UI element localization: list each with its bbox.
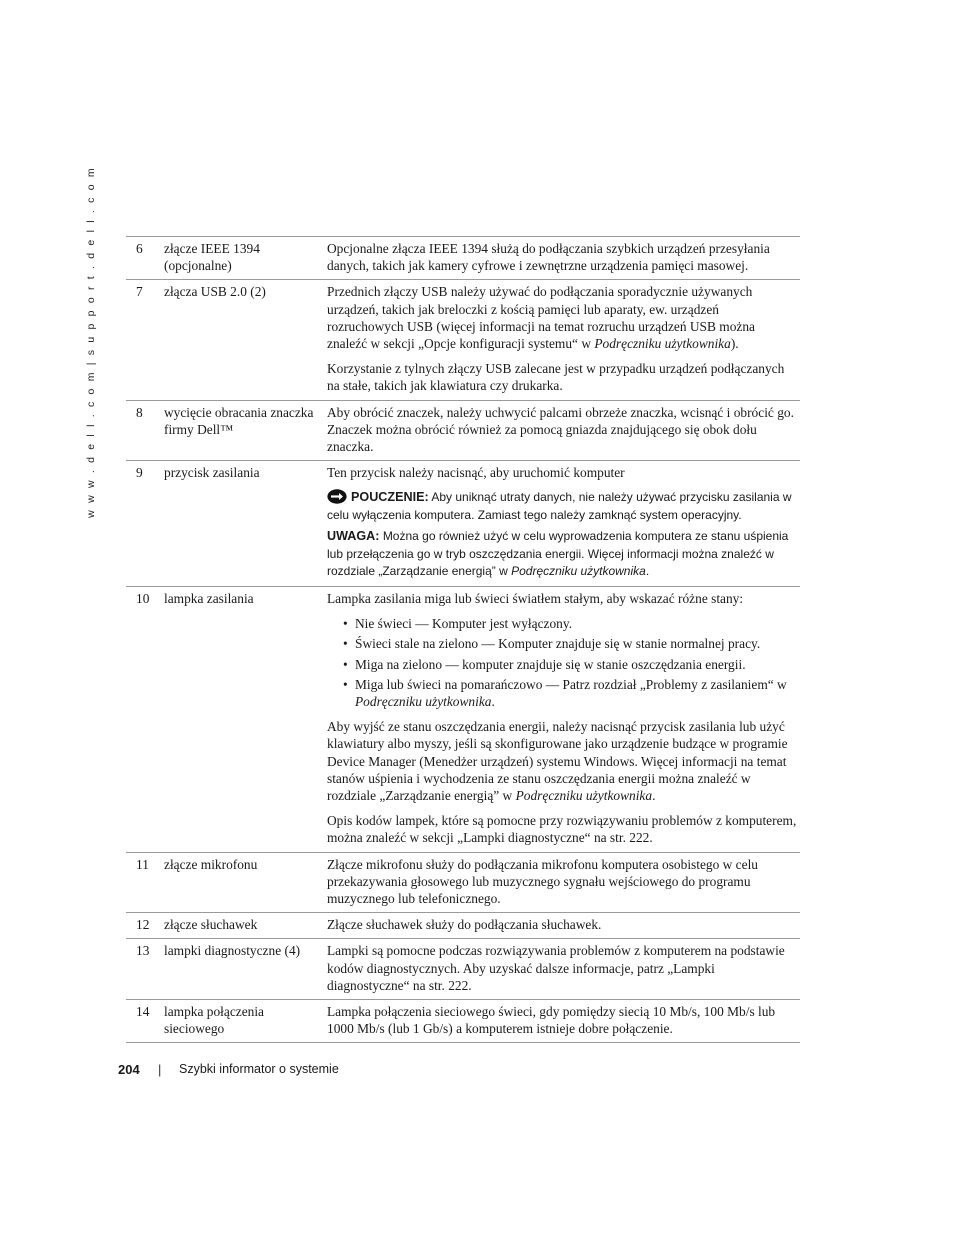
note-block — [327, 528, 798, 581]
manual-reference: Podręczniku użytkownika — [515, 787, 653, 803]
table-row — [126, 1000, 800, 1043]
description-paragraph: Korzystanie z tylnych złączy USB zalecane jest w przypadku urządzeń podłączanych na stałe, takich jak klawiatura czy drukarka. — [327, 361, 785, 394]
row-description — [327, 939, 800, 1000]
row-number: 10 — [126, 586, 164, 852]
row-name: lampka zasilania — [164, 586, 327, 852]
description-paragraph — [327, 718, 798, 804]
manual-reference: Podręczniku użytkownika — [511, 564, 646, 579]
row-description — [327, 1000, 800, 1043]
row-number: 12 — [126, 913, 164, 939]
list-item: • Nie świeci — Komputer jest wyłączony. — [339, 615, 798, 632]
description-paragraph: Złącze słuchawek służy do podłączania słuchawek. — [327, 917, 602, 933]
notice-icon — [327, 489, 347, 504]
text-run: . — [652, 787, 656, 803]
row-description — [327, 400, 800, 461]
status-list — [327, 615, 798, 710]
description-paragraph: Złącze mikrofonu służy do podłączania mikrofonu komputera osobistego w celu przekazywania głosowego lub muzycznego sygnału wejściowego do programu muzycznego lub telefonicznego. — [327, 856, 758, 906]
text-run: Miga lub świeci na pomarańczowo — Patrz rozdział „Problemy z zasilaniem“ w — [355, 676, 787, 692]
description-paragraph: Lampki są pomocne podczas rozwiązywania problemów z komputerem na podstawie kodów diagnostycznych. Aby uzyskać dalsze informacje, patrz „Lampki diagnostyczne“ na str. 222. — [327, 943, 785, 993]
row-description — [327, 280, 800, 400]
row-number: 6 — [126, 237, 164, 280]
connector-table — [126, 236, 800, 1043]
page-number: 204 — [118, 1062, 140, 1077]
table-row — [126, 237, 800, 280]
description-paragraph: Lampka zasilania miga lub świeci światłem stałym, aby wskazać różne stany: — [327, 590, 744, 606]
row-number: 13 — [126, 939, 164, 1000]
manual-reference: Podręczniku użytkownika — [355, 693, 492, 709]
notice-label: POUCZENIE: — [351, 490, 429, 505]
row-number: 9 — [126, 461, 164, 587]
list-item: • Miga na zielono — komputer znajduje się w stanie oszczędzania energii. — [339, 656, 798, 673]
text-run: ). — [730, 336, 739, 352]
footer-title: Szybki informator o systemie — [179, 1062, 339, 1076]
row-name: złącze słuchawek — [164, 913, 327, 939]
text-run: . — [491, 693, 495, 709]
manual-reference: Podręczniku użytkownika — [594, 336, 731, 352]
description-paragraph: Opcjonalne złącza IEEE 1394 służą do podłączania szybkich urządzeń przesyłania danych, takich jak kamery cyfrowe i zewnętrzne urządzenia pamięci masowej. — [327, 241, 770, 274]
row-name: złącze IEEE 1394 (opcjonalne) — [164, 237, 327, 280]
table-row — [126, 913, 800, 939]
row-description — [327, 237, 800, 280]
row-number: 11 — [126, 852, 164, 913]
row-name: lampka połączenia sieciowego — [164, 1000, 327, 1043]
table-row — [126, 400, 800, 461]
description-paragraph: Ten przycisk należy nacisnąć, aby uruchomić komputer — [327, 465, 625, 481]
row-description — [327, 586, 800, 852]
table-row — [126, 852, 800, 913]
text-run: Przednich złączy USB należy używać do podłączania sporadycznie używanych urządzeń, takich jak breloczki z kością pamięci lub aparaty, ew. urządzeń rozruchowych USB (więcej informacji na temat rozruchu urządzeń USB można znaleźć w sekcji „Opcje konfiguracji systemu“ w — [327, 284, 755, 352]
row-name: przycisk zasilania — [164, 461, 327, 587]
table-row — [126, 939, 800, 1000]
notice-block — [327, 489, 798, 524]
side-url-text: w w w . d e l l . c o m | s u p p o r t . d e l l . c o m — [85, 166, 97, 518]
row-description — [327, 913, 800, 939]
note-text: Można go również użyć w celu wyprowadzenia komputera ze stanu uśpienia lub przełączenia go w tryb oszczędzania energii. Więcej informacji można znaleźć w rozdziale „Zarządzanie energią” w — [327, 529, 789, 579]
footer-separator: | — [158, 1062, 162, 1077]
row-description — [327, 461, 800, 587]
row-name: złącza USB 2.0 (2) — [164, 280, 327, 400]
row-description — [327, 852, 800, 913]
table-row — [126, 461, 800, 587]
row-name: złącze mikrofonu — [164, 852, 327, 913]
text-run: . — [645, 564, 650, 579]
text-run: Aby wyjść ze stanu oszczędzania energii, należy nacisnąć przycisk zasilania lub użyć klawiatury albo myszy, jeśli są skonfigurowane jako urządzenie budzące w programie Device Manager (Menedżer urządzeń) systemu Windows. Więcej informacji na temat stanów uśpienia i wychodzenia ze stanu oszczędzania energii można znaleźć w rozdziale „Zarządzanie energią” w — [327, 719, 788, 803]
description-paragraph: Lampka połączenia sieciowego świeci, gdy pomiędzy siecią 10 Mb/s, 100 Mb/s lub 1000 Mb/s (lub 1 Gb/s) a komputerem istnieje dobre połączenie. — [327, 1004, 776, 1037]
table-row — [126, 586, 800, 852]
list-item: • Świeci stale na zielono — Komputer znajduje się w stanie normalnej pracy. — [339, 635, 798, 652]
row-number: 8 — [126, 400, 164, 461]
notice-text: Aby uniknąć utraty danych, nie należy używać przycisku zasilania w celu wyłączenia komputera. Zamiast tego należy zamknąć system operacyjny. — [327, 490, 792, 522]
description-paragraph: Opis kodów lampek, które są pomocne przy rozwiązywaniu problemów z komputerem, można znaleźć w sekcji „Lampki diagnostyczne“ na str. 222. — [327, 813, 797, 846]
list-item — [339, 676, 798, 710]
table-row — [126, 280, 800, 400]
side-url-bar — [83, 166, 99, 518]
row-name: wycięcie obracania znaczka firmy Dell™ — [164, 400, 327, 461]
description-paragraph: Aby obrócić znaczek, należy uchwycić palcami obrzeże znaczka, wcisnąć i obrócić go. Znaczek można obrócić również za pomocą gniazda znajdującego się obok dołu znaczka. — [327, 404, 794, 455]
row-number: 14 — [126, 1000, 164, 1043]
description-paragraph — [327, 283, 798, 352]
row-number: 7 — [126, 280, 164, 400]
row-name: lampki diagnostyczne (4) — [164, 939, 327, 1000]
note-label: UWAGA: — [327, 529, 380, 544]
